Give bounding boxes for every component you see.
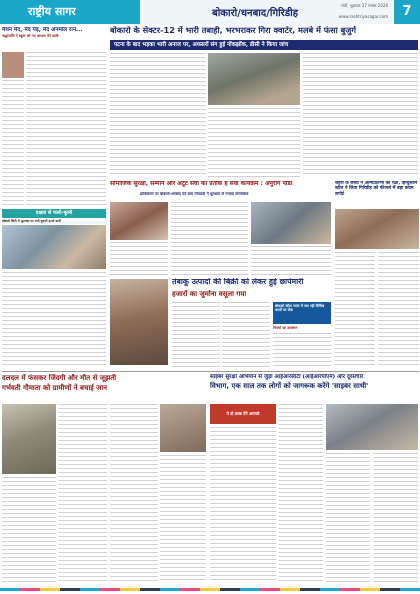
bottom-right-headline-block bbox=[210, 374, 419, 400]
bottom-left-text-1 bbox=[2, 477, 56, 583]
left-article-text-3 bbox=[2, 272, 106, 368]
website: www.rashtriyasagar.com bbox=[338, 14, 388, 19]
right-text-2 bbox=[378, 252, 419, 368]
mid-subhead-1: प्राधिकरण पर बोकारो-धनबाद एवं ग्राम पंचायतों ने धूमधाम से मनाया जन्मोत्सव bbox=[140, 192, 249, 196]
promo-text: ये दो लाख देंगे आपको bbox=[226, 411, 260, 416]
notice-sub-block bbox=[273, 326, 331, 332]
mid-subhead-1-block bbox=[140, 192, 330, 199]
bottom-left-text-4 bbox=[160, 455, 206, 583]
mid-text-5 bbox=[222, 302, 270, 368]
lead-subhead: पटना के बाद भड़का भारी अनाज पर, अफसरों संग हुई नोंकझोंक, डीसी ने किया जांच bbox=[114, 42, 289, 48]
left-kicker: श्रद्धांजलि ने स्कूल को नए आयाम देने वाली bbox=[2, 34, 59, 39]
left-headline: मैथन मेंद, मेंद पेड़, मेंद अनमोल रत्न... bbox=[2, 27, 83, 33]
promo-box bbox=[210, 404, 276, 424]
raid-photo bbox=[110, 279, 168, 365]
cyber-event-photo bbox=[326, 404, 418, 450]
paper-name-block bbox=[0, 0, 140, 24]
bottom-left-text-3 bbox=[110, 404, 158, 583]
mid-text-1 bbox=[110, 242, 168, 276]
lead-subhead-band bbox=[110, 40, 418, 50]
mid-text-2 bbox=[171, 202, 248, 276]
edition-name: बोकारो/धनबाद/गिरिडीह bbox=[212, 8, 299, 19]
right-text-1 bbox=[335, 252, 375, 368]
mid-text-6 bbox=[273, 333, 331, 368]
section-band: दक्षता से फलो-फूलो bbox=[2, 209, 106, 218]
cow-rescue-photo bbox=[2, 404, 56, 474]
bottom-right-text-1 bbox=[210, 427, 276, 583]
photo-caption: बोकारो सिटी में फुटपाथ पर लगी दुकानें हटाते कर्मी bbox=[2, 219, 61, 223]
lead-text-col-1 bbox=[110, 53, 206, 177]
bottom-left-headline-block bbox=[2, 374, 206, 400]
lead-headline: बोकारो के सेक्टर-12 में भारी तबाही, भरभराकर गिरा क्वार्टर, मलबे में फंसा बुजुर्ग bbox=[110, 26, 356, 35]
lead-text-col-2 bbox=[208, 108, 300, 177]
right-photo bbox=[335, 209, 419, 249]
bottom-right-headline-1: साइबर सुरक्षा अभियान से जुड़ा आईआरसीटी (आईआरपीएम) और दूरसंचार bbox=[210, 374, 364, 380]
bottom-right-headline-2: विभाग, एक साल तक लोगों को जागरूक करेंगे 'साइबर साथी' bbox=[210, 382, 369, 391]
mid-headline-1: सामाजिक सुरक्षा, सम्मान और अटूट सेवा का प्रतीक है सेवा कार्यक्रम : अनुराग पांडा bbox=[110, 181, 293, 187]
left-article-text bbox=[26, 52, 106, 206]
registration-color-bar bbox=[0, 588, 420, 591]
notice-box bbox=[273, 302, 331, 324]
mid-headline-2: तंबाकू उत्पादों की बिक्री को लेकर हुई छापेमारी bbox=[172, 278, 304, 286]
bottom-right-text-3 bbox=[326, 453, 370, 583]
street-photo bbox=[2, 225, 106, 269]
bottom-right-text-4 bbox=[373, 453, 418, 583]
issue-date: रांची, शुक्रवार 27 नवंबर 2026 bbox=[341, 3, 388, 8]
mid-subhead-2: हजारों का जुर्माना वसूला गया bbox=[172, 290, 247, 298]
section-divider bbox=[2, 371, 419, 372]
bottom-left-text-2 bbox=[59, 404, 107, 583]
mid-subhead-2-block bbox=[172, 290, 332, 300]
bottom-right-text-2 bbox=[279, 404, 323, 583]
mid-text-4 bbox=[172, 302, 220, 368]
edition-block bbox=[140, 0, 394, 24]
portrait-photo bbox=[2, 52, 24, 78]
left-headline-block bbox=[2, 27, 106, 49]
lead-text-col-3 bbox=[303, 53, 418, 177]
bottom-left-headline-1: दलदल में फंसकर जिंदगी और मौत से जूझती bbox=[2, 374, 117, 382]
notice-box-title: बोकारो स्टील प्लांट में चल रही विभिन्न कार्यों पर रोक bbox=[275, 304, 325, 313]
page-number: 7 bbox=[394, 0, 420, 24]
mid-headline-2-block bbox=[172, 278, 332, 290]
group-photo bbox=[251, 202, 331, 244]
collapsed-building-photo bbox=[208, 53, 300, 105]
bottom-left-photo-2 bbox=[160, 404, 206, 452]
paper-name: राष्ट्रीय सागर bbox=[28, 5, 76, 18]
right-headline: शहरों के बच्चों ने आर्मीप्रतिभा की रक्षा, हिन्दुस्तान स्टील ने लिया गिरिडीह को फीजर्स में बड़ा कदम सपोर्ट bbox=[335, 181, 418, 197]
event-photo bbox=[110, 202, 168, 240]
masthead bbox=[0, 0, 420, 24]
bottom-left-headline-2: गर्भवती गौमाता को ग्रामीणों ने बचाई जान bbox=[2, 384, 108, 393]
left-article-text-2 bbox=[2, 80, 24, 206]
mid-text-3 bbox=[251, 246, 331, 276]
notice-subhead: नियमों का उल्लंघन bbox=[273, 326, 298, 330]
lead-headline-block bbox=[110, 26, 418, 40]
right-headline-block bbox=[335, 181, 419, 207]
